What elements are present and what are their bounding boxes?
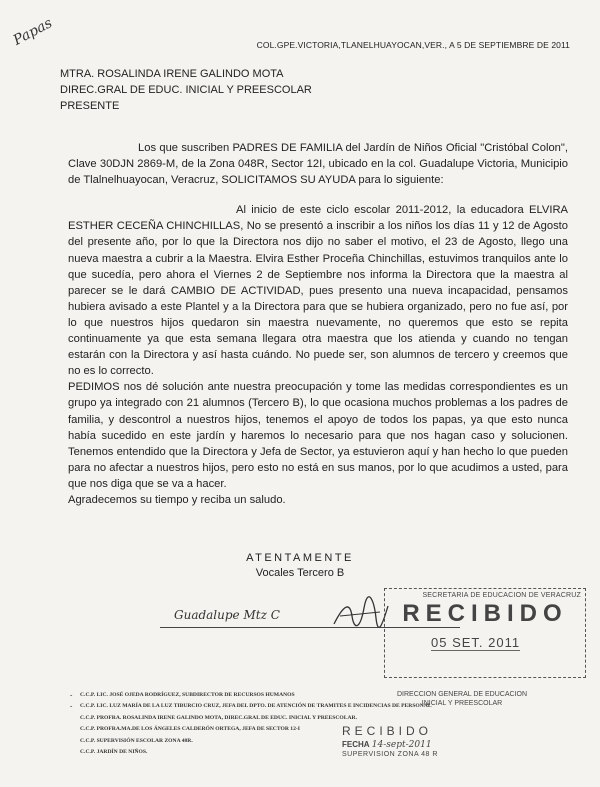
stamp-date: 05 SET. 2011 xyxy=(431,635,521,650)
stamp-footer-line1: DIRECCION GENERAL DE EDUCACION xyxy=(396,691,528,698)
recipient-position: DIREC.GRAL DE EDUC. INICIAL Y PREESCOLAR xyxy=(60,84,312,96)
receipt-stamp-office: SUPERVISION ZONA 48 R xyxy=(342,751,438,758)
closing-signatory: Vocales Tercero B xyxy=(255,567,345,579)
stamp-footer-line2: INICIAL Y PREESCOLAR xyxy=(421,700,503,707)
signature-scribble xyxy=(330,596,390,632)
stamp-header: SECRETARIA DE EDUCACION DE VERACRUZ xyxy=(422,592,581,599)
receipt-stamp xyxy=(342,724,438,758)
body-paragraph-request: PEDIMOS nos dé solución ante nuestra preocupación y tome las medidas correspondientes es un grupo ya integrado con 21 alumnos (Tercero B), lo que ocasiona muchos problemas a los padres de familia, y descontrol a nuestros hijos, tenemos el apoyo de todos los papas, ya que esto nunca había sucedido en este jardín y haremos lo necesario para que nos hagan caso y solucionen. Tenemos entendido que la Directora y Jefa de Sector, ya estuvieron aquí y han hecho lo que pueden para no afectar a nuestros hijos, pero esto no está en sus manos, por lo que acudimos a usted, para que nos diga que se va a hacer. xyxy=(68,381,568,490)
body-paragraph-intro: Los que suscriben PADRES DE FAMILIA del Jardín de Niños Oficial "Cristóbal Colon", Clave 30DJN 2869-M, de la Zona 048R, Sector 12I, ubicado en la col. Guadalupe Victoria, Municipio de Tlalnelhuayocan, Veracruz, SOLICITAMOS SU AYUDA para lo siguiente: xyxy=(68,142,568,187)
handwritten-note: Papas xyxy=(10,15,55,49)
receipt-stamp-date-value: 14-sept-2011 xyxy=(371,740,432,750)
closing-block xyxy=(0,551,600,581)
closing-attentively: ATENTAMENTE xyxy=(246,552,354,564)
receipt-stamp-date-label: FECHA xyxy=(342,740,370,749)
receipt-stamp-title: RECIBIDO xyxy=(342,724,433,738)
recipient-name: MTRA. ROSALINDA IRENE GALINDO MOTA xyxy=(60,68,284,80)
ccp-item: C.C.P. SUPERVISIÓN ESCOLAR ZONA 48R. xyxy=(80,737,193,744)
receipt-stamp-date-row xyxy=(342,740,438,750)
letter-body xyxy=(68,140,568,508)
ccp-item: - C.C.P. LIC. LUZ MARÍA DE LA LUZ TIBURCIO CRUZ, JEFA DEL DPTO. DE ATENCIÓN DE TRAMITES E INCIDENCIAS DE PERSONAL xyxy=(70,702,432,711)
received-stamp xyxy=(384,588,586,678)
ccp-item: - C.C.P. LIC. JOSÉ OJEDA RODRÍGUEZ, SUBDIRECTOR DE RECURSOS HUMANOS xyxy=(70,691,295,699)
stamp-title: RECIBIDO xyxy=(402,600,568,627)
ccp-item: C.C.P. PROFRA. ROSALINDA IRENE GALINDO MOTA, DIREC.GRAL DE EDUC. INICIAL Y PREESCOLAR. xyxy=(80,714,357,721)
body-paragraph-thanks: Agradecemos su tiempo y reciba un saludo. xyxy=(68,493,286,506)
dateline: COL.GPE.VICTORIA,TLANELHUAYOCAN,VER., A 5 DE SEPTIEMBRE DE 2011 xyxy=(256,40,570,50)
ccp-item: C.C.P. PROFRA.MA.DE LOS ÁNGELES CALDERÓN ORTEGA, JEFA DE SECTOR 12-I xyxy=(80,726,300,733)
recipient-salutation: PRESENTE xyxy=(60,100,120,112)
body-paragraph-situation: Al inicio de este ciclo escolar 2011-2012, la educadora ELVIRA ESTHER CECEÑA CHINCHILLAS, No se presentó a inscribir a los niños los días 11 y 12 de Agosto del presente año, por lo que la Directora nos dijo no saber el motivo, el 23 de Agosto, llego una nueva maestra a cubrir a la Maestra. Elvira Esther Proceña Chinchillas, estuvimos tranquilos ante lo que sucedía, pero ahora el Viernes 2 de Septiembre nos informa la Directora que la maestra al parecer se le dará CAMBIO DE ACTIVIDAD, pues presento una nueva incapacidad, pensamos hubiera avisado a este Plantel y a la Directora para que se hubiera organizado, pero no fue así, por lo que nuestros hijos quedaron sin maestra nuevamente, no queremos que esto se repita continuamente ya que esta semana llegara otra maestra que los atienda y cuando no tengan estarán con la Directora y así hasta cuándo. No puede ser, son alumnos de tercero y creemos que no es lo correcto. xyxy=(68,204,568,378)
handwritten-signature-name: Guadalupe Mtz C xyxy=(174,608,280,622)
ccp-item: C.C.P. JARDÍN DE NIÑOS. xyxy=(80,749,148,756)
recipient-block xyxy=(60,66,312,114)
